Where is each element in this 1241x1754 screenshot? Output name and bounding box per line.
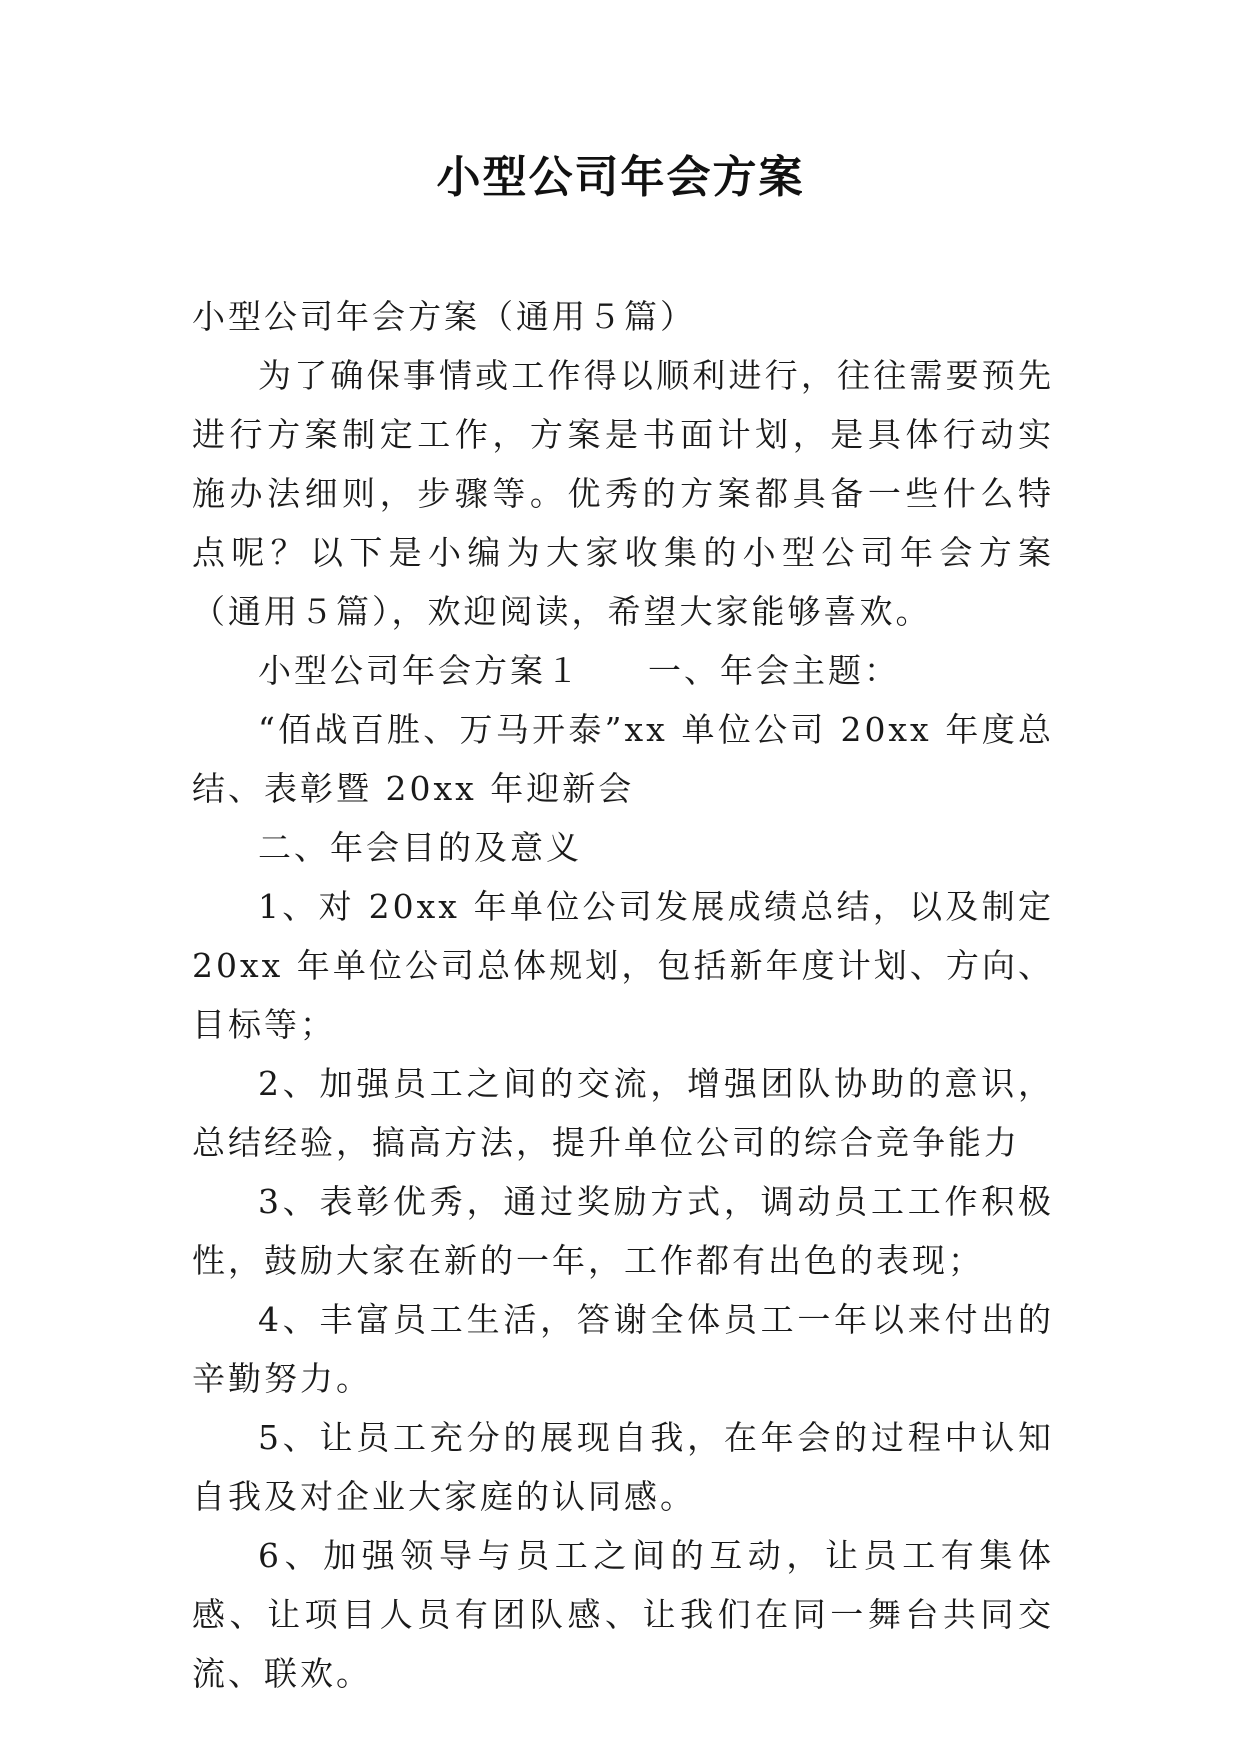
- intro-paragraph: 为了确保事情或工作得以顺利进行，往往需要预先进行方案制定工作，方案是书面计划，是具体行动实施办法细则，步骤等。优秀的方案都具备一些什么特点呢？以下是小编为大家收集的小型公司年会方案（通用５篇），欢迎阅读，希望大家能够喜欢。: [192, 356, 1054, 631]
- section-label: 小型公司年会方案１: [258, 651, 582, 690]
- document-body: [192, 287, 1054, 1703]
- list-item: 1、对 20xx 年单位公司发展成绩总结，以及制定 20xx 年单位公司总体规划，包括新年度计划、方向、目标等；: [192, 887, 1054, 1044]
- list-item: 6、加强领导与员工之间的互动，让员工有集体感、让项目人员有团队感、让我们在同一舞台共同交流、联欢。: [192, 1536, 1054, 1693]
- document-title: 小型公司年会方案: [436, 152, 805, 203]
- list-item: 2、加强员工之间的交流，增强团队协助的意识，总结经验，搞高方法，提升单位公司的综合竞争能力: [192, 1064, 1054, 1162]
- document-subtitle: 小型公司年会方案（通用５篇）: [192, 297, 696, 336]
- purpose-heading: 二、年会目的及意义: [258, 828, 582, 867]
- list-item: 4、丰富员工生活，答谢全体员工一年以来付出的辛勤努力。: [192, 1300, 1054, 1398]
- section-heading-line: [192, 641, 1054, 700]
- theme-heading: 一、年会主题：: [648, 651, 900, 690]
- list-item: 3、表彰优秀，通过奖励方式，调动员工工作积极性，鼓励大家在新的一年，工作都有出色的表现；: [192, 1182, 1054, 1280]
- list-item: 5、让员工充分的展现自我，在年会的过程中认知自我及对企业大家庭的认同感。: [192, 1418, 1054, 1516]
- theme-paragraph: “佰战百胜、万马开泰”xx 单位公司 20xx 年度总结、表彰暨 20xx 年迎新会: [192, 710, 1054, 808]
